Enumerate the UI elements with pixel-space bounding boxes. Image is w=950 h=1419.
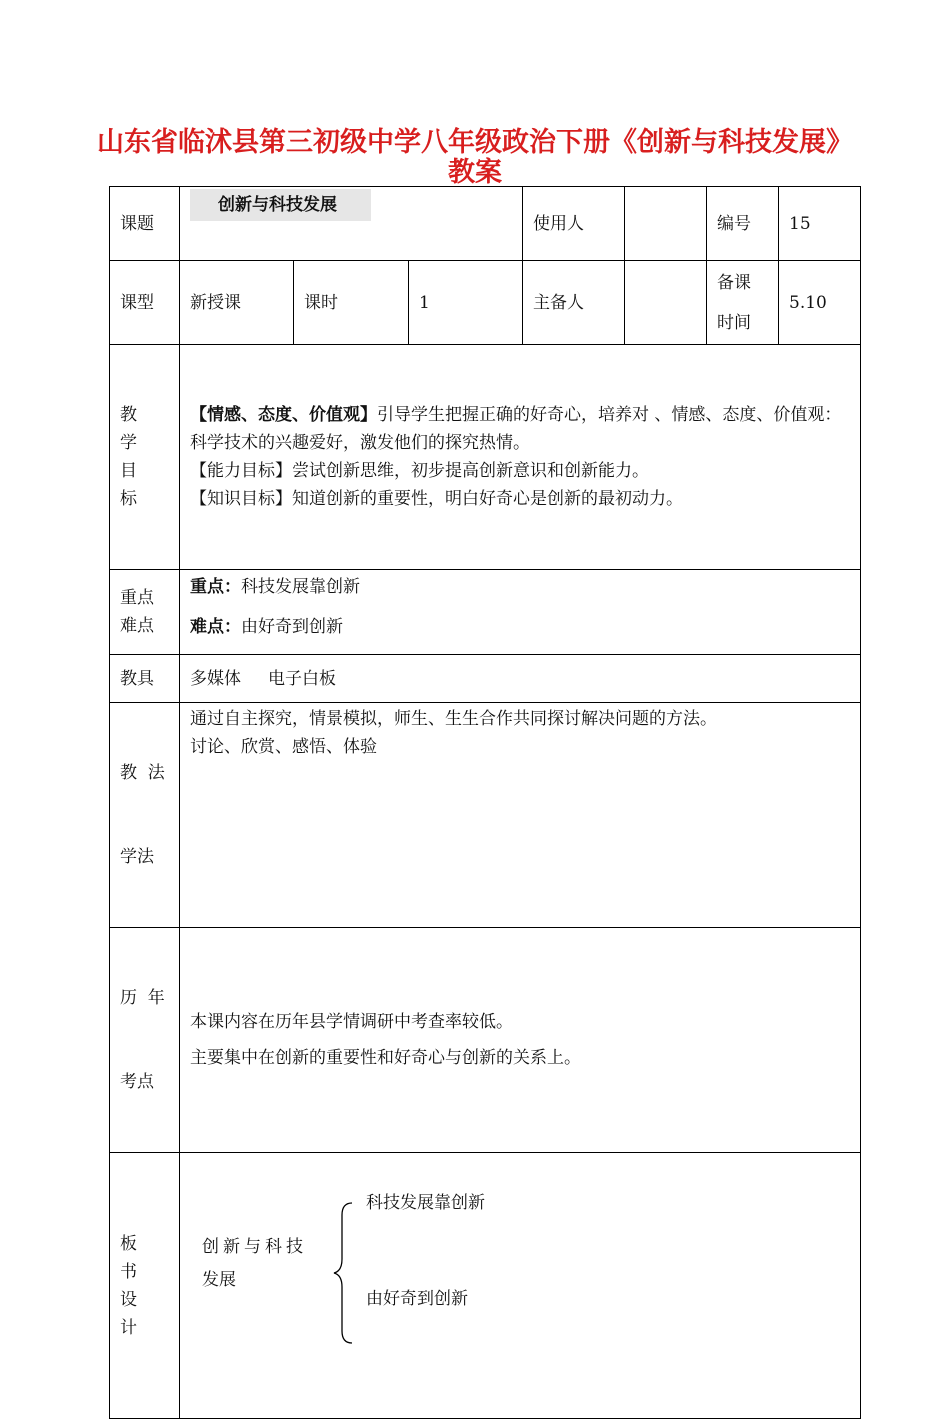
row-goals xyxy=(110,345,861,570)
board-label: 板 书 设 计 xyxy=(110,1153,180,1419)
methods-line2: 讨论、欣赏、感悟、体验 xyxy=(190,737,377,757)
goal-ability: 【能力目标】尝试创新思维，初步提高创新意识和创新能力。 xyxy=(190,461,649,481)
row-board xyxy=(110,1153,861,1419)
methods-label: 教 法 学法 xyxy=(110,703,180,928)
number-label: 编号 xyxy=(707,187,779,261)
goal-knowledge: 【知识目标】知道创新的重要性，明白好奇心是创新的最初动力。 xyxy=(190,489,683,509)
user-label: 使用人 xyxy=(523,187,625,261)
exam-line1: 本课内容在历年县学情调研中考查率较低。 xyxy=(190,1012,513,1032)
key-points-label: 重点 难点 xyxy=(110,570,180,655)
goal-emotion: 【情感、态度、价值观】引导学生把握正确的好奇心，培养对 、情感、态度、价值观： 科学技术的兴趣爱好，激发他们的探究热情。 xyxy=(190,405,842,453)
user-value xyxy=(625,187,707,261)
prep-time-label: 备课 时间 xyxy=(707,261,779,345)
topic-label: 课题 xyxy=(110,187,180,261)
row-exam xyxy=(110,928,861,1153)
row-topic xyxy=(110,187,861,261)
board-main-topic: 创新与科技 发展 xyxy=(202,1237,307,1290)
preparer-value xyxy=(625,261,707,345)
document-title: 山东省临沭县第三初级中学八年级政治下册《创新与科技发展》 xyxy=(97,127,853,158)
hours-value: 1 xyxy=(409,261,523,345)
tools-value: 多媒体 电子白板 xyxy=(180,655,861,703)
topic-cell xyxy=(180,187,523,261)
hours-label: 课时 xyxy=(294,261,409,345)
goals-label: 教 学 目 标 xyxy=(110,345,180,570)
type-value: 新授课 xyxy=(180,261,294,345)
hard-point: 难点：由好奇到创新 xyxy=(190,617,343,637)
goals-content xyxy=(180,345,861,570)
row-key-points xyxy=(110,570,861,655)
type-label: 课型 xyxy=(110,261,180,345)
methods-content xyxy=(180,703,861,928)
document-title-line2: 教案 xyxy=(448,157,502,188)
exam-label: 历 年 考点 xyxy=(110,928,180,1153)
number-value: 15 xyxy=(779,187,861,261)
topic-value: 创新与科技发展 xyxy=(190,189,371,221)
row-tools xyxy=(110,655,861,703)
brace-icon xyxy=(332,1201,354,1345)
key-point: 重点：科技发展靠创新 xyxy=(190,577,360,597)
methods-line1: 通过自主探究，情景模拟，师生、生生合作共同探讨解决问题的方法。 xyxy=(190,709,717,729)
board-content xyxy=(180,1153,861,1419)
prep-time-value: 5.10 xyxy=(779,261,861,345)
board-branch-top: 科技发展靠创新 xyxy=(366,1193,485,1213)
exam-content xyxy=(180,928,861,1153)
row-type xyxy=(110,261,861,345)
lesson-plan-table xyxy=(109,186,861,1419)
tools-label: 教具 xyxy=(110,655,180,703)
row-methods xyxy=(110,703,861,928)
key-points-content xyxy=(180,570,861,655)
exam-line2: 主要集中在创新的重要性和好奇心与创新的关系上。 xyxy=(190,1048,581,1068)
board-branch-bottom: 由好奇到创新 xyxy=(366,1289,468,1309)
preparer-label: 主备人 xyxy=(523,261,625,345)
